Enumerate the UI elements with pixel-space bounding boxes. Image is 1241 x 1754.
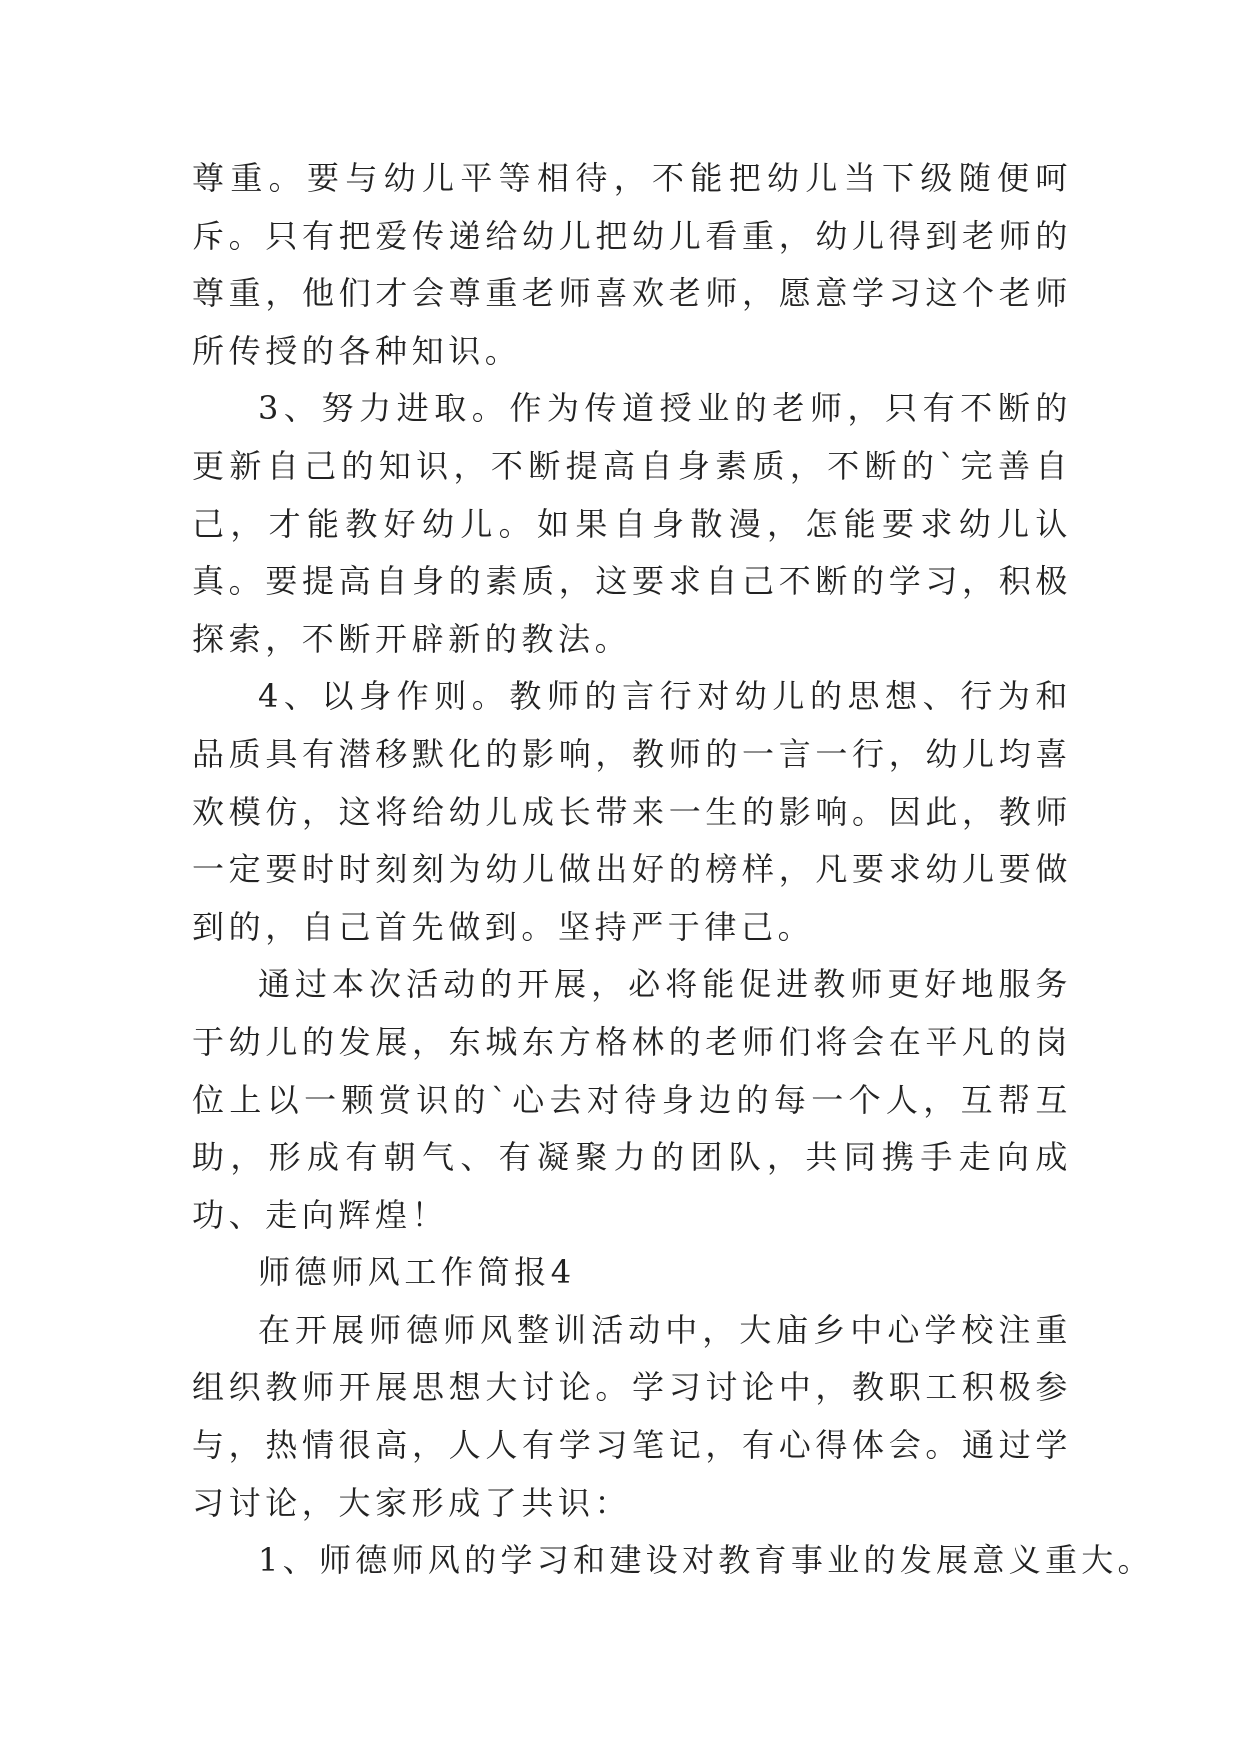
document-body xyxy=(192,150,1154,1590)
paragraph-item-3: 3、努力进取。作为传道授业的老师，只有不断的更新自己的知识，不断提高自身素质，不断的`完善自己，才能教好幼儿。如果自身散漫，怎能要求幼儿认真。要提高自身的素质，这要求自己不断的学习，积极探索，不断开辟新的教法。 xyxy=(192,389,1072,658)
paragraph-summary: 通过本次活动的开展，必将能促进教师更好地服务于幼儿的发展，东城东方格林的老师们将会在平凡的岗位上以一颗赏识的`心去对待身边的每一个人，互帮互助，形成有朝气、有凝聚力的团队，共同携手走向成功、走向辉煌！ xyxy=(192,965,1072,1234)
section-heading: 师德师风工作简报4 xyxy=(258,1253,576,1292)
paragraph-respect: 尊重。要与幼儿平等相待，不能把幼儿当下级随便呵斥。只有把爱传递给幼儿把幼儿看重，幼儿得到老师的尊重，他们才会尊重老师喜欢老师，愿意学习这个老师所传授的各种知识。 xyxy=(192,159,1072,370)
paragraph-item-4: 4、以身作则。教师的言行对幼儿的思想、行为和品质具有潜移默化的影响，教师的一言一行，幼儿均喜欢模仿，这将给幼儿成长带来一生的影响。因此，教师一定要时时刻刻为幼儿做出好的榜样，凡要求幼儿要做到的，自己首先做到。坚持严于律己。 xyxy=(192,677,1072,946)
paragraph-discussion: 在开展师德师风整训活动中，大庙乡中心学校注重组织教师开展思想大讨论。学习讨论中，教职工积极参与，热情很高，人人有学习笔记，有心得体会。通过学习讨论，大家形成了共识： xyxy=(192,1310,1072,1522)
paragraph-item-1: 1、师德师风的学习和建设对教育事业的发展意义重大。 xyxy=(258,1541,1154,1580)
